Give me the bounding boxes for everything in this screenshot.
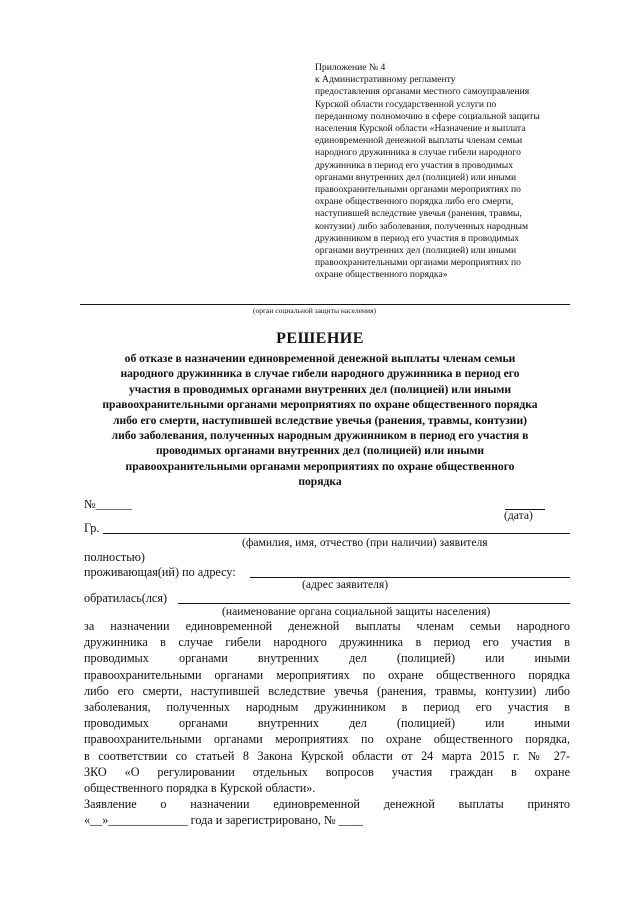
appendix-line: предоставления органами местного самоуправления <box>315 86 530 98</box>
heading-line: участия в проводимых органами внутренних дел (полицией) или иными <box>128 382 512 396</box>
body-line: заболевания, полученных народным дружинником в период его участия в <box>84 699 570 714</box>
appendix-line: к Административному регламенту <box>315 74 456 86</box>
body-line: правоохранительными органами мероприятиях по охране общественного порядка <box>84 667 570 682</box>
appendix-line: контузии) либо заболевания, полученных народным <box>315 220 529 232</box>
fio-caption: (фамилия, имя, отчество (при наличии) заявителя <box>242 536 488 549</box>
document-title: РЕШЕНИЕ <box>276 330 364 347</box>
heading-line: правоохранительными органами мероприятиях по охране общественного <box>125 459 515 473</box>
body-line: либо его смерти, наступившей вследствие увечья (ранения, травмы, контузии) либо <box>84 683 570 698</box>
body-line: Заявление о назначении единовременной денежной выплаты принято <box>84 797 570 812</box>
body-line: дружинника в случае гибели народного дружинника в период его участия в <box>84 635 570 650</box>
body-line: «__»_____________ года и зарегистрировано, № ____ <box>84 813 364 828</box>
number-field: №______ <box>84 497 133 511</box>
heading-line: проводимых органами внутренних дел (полицией) или иными <box>155 444 485 458</box>
heading-line: народного дружинника в случае гибели народного дружинника в период его <box>120 367 520 381</box>
address-caption: (адрес заявителя) <box>302 578 389 591</box>
body-line: в соответствии со статьей 8 Закона Курской области от 24 марта 2015 г. № 27- <box>84 748 570 763</box>
appendix-line: населения Курской области «Назначение и выплата <box>315 123 526 135</box>
appendix-block <box>315 62 570 282</box>
organ-underline <box>80 304 570 305</box>
heading-line: либо его смерти, наступившей вследствие увечья (ранения, травмы, контузии) <box>112 413 528 427</box>
body-line: правоохранительными органами мероприятиях по охране общественного порядка, <box>84 732 570 747</box>
appendix-line: Курской области государственной услуги по <box>315 98 497 110</box>
heading-line: правоохранительными органами мероприятиях по охране общественного порядка <box>102 398 538 412</box>
appendix-line: правоохранительными органами мероприятиях по <box>315 257 521 269</box>
body-line: проводимых органами внутренних дел (полицией) или иными <box>84 651 570 666</box>
decision-body <box>84 618 570 828</box>
citizen-label: Гр. <box>84 521 100 535</box>
appendix-line: народного дружинника в случае гибели народного <box>315 147 521 159</box>
address-label: проживающая(ий) по адресу: <box>84 565 236 579</box>
appendix-line: единовременной денежной выплаты членам семьи <box>315 135 523 147</box>
organ-name-caption: (наименование органа социальной защиты населения) <box>222 605 491 618</box>
heading-line: либо заболевания, полученных народным дружинником в период его участия в <box>111 429 529 443</box>
body-line: ЗКО «О регулировании отдельных вопросов участия граждан в охране <box>84 764 570 779</box>
appendix-line: охране общественного порядка либо его смерти, <box>315 196 514 208</box>
appendix-line: органами внутренних дел (полицией) или иными <box>315 171 517 183</box>
fio-caption-cont: полностью) <box>84 550 145 564</box>
appendix-line: наступившей вследствие увечья (ранения, травмы, <box>315 208 522 220</box>
heading-line: порядка <box>298 475 342 489</box>
appendix-line: дружинником в период его участия в проводимых <box>315 232 520 244</box>
appendix-line: переданному полномочию в сфере социальной защиты <box>315 110 540 122</box>
appendix-line: дружинника в период его участия в проводимых <box>315 159 514 171</box>
body-line: за назначении единовременной денежной выплаты членам семьи народного <box>84 619 570 633</box>
applied-underline <box>178 603 570 604</box>
organ-caption: (орган социальной защиты населения) <box>253 306 377 315</box>
body-line: общественного порядка в Курской области». <box>84 780 316 795</box>
decision-heading <box>95 351 545 490</box>
address-underline <box>250 577 570 578</box>
heading-line: об отказе в назначении единовременной денежной выплаты членам семьи <box>124 352 516 365</box>
appendix-line: органами внутренних дел (полицией) или иными <box>315 245 517 257</box>
appendix-line: Приложение № 4 <box>315 62 386 73</box>
appendix-line: правоохранительными органами мероприятиях по <box>315 184 521 196</box>
citizen-underline <box>103 533 570 534</box>
applied-label: обратилась(лся) <box>84 591 168 605</box>
body-line: проводимых органами внутренних дел (полицией) или иными <box>84 716 570 731</box>
appendix-line: охране общественного порядка» <box>315 269 448 281</box>
date-caption: (дата) <box>504 509 533 522</box>
